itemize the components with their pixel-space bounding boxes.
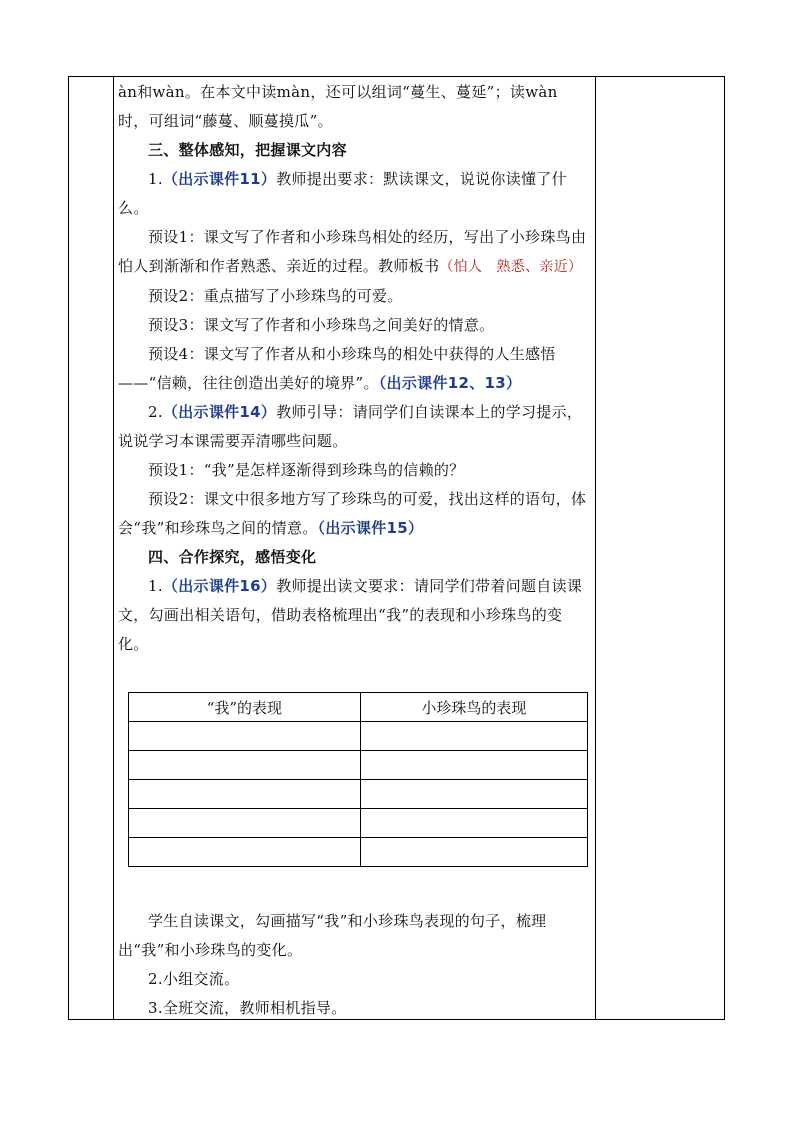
table-row <box>129 751 588 780</box>
paragraph: 1.（出示课件16）教师提出读文要求：请同学们带着问题自读课文，勾画出相关语句，借助表格梳理出“我”的表现和小珍珠鸟的变化。 <box>118 577 583 653</box>
table-row <box>129 780 588 809</box>
after-table-content <box>118 907 592 1023</box>
paragraph: 预设3：课文写了作者和小珍珠鸟之间美好的情意。 <box>148 316 495 334</box>
board-note: （怕人 熟悉、亲近） <box>439 259 583 275</box>
section-heading: 四、合作探究，感悟变化 <box>148 548 317 566</box>
paragraph: 预设2：课文中很多地方写了珍珠鸟的可爱，找出这样的语句，体会“我”和珍珠鸟之间的情意。（出示课件15） <box>118 490 587 537</box>
table-cell <box>360 722 587 751</box>
section-heading: 三、整体感知，把握课文内容 <box>148 141 347 159</box>
table-cell <box>129 722 361 751</box>
table-header-bird: 小珍珠鸟的表现 <box>360 693 587 722</box>
table-cell <box>129 751 361 780</box>
table-cell <box>360 780 587 809</box>
paragraph: 预设1：课文写了作者和小珍珠鸟相处的经历，写出了小珍珠鸟由怕人到渐渐和作者熟悉、亲近的过程。教师板书（怕人 熟悉、亲近） <box>118 228 587 275</box>
courseware-tag: （出示课件14） <box>162 403 277 421</box>
table-cell <box>129 838 361 867</box>
right-column-divider <box>595 77 596 1019</box>
table-row <box>129 722 588 751</box>
courseware-tag: （出示课件11） <box>162 170 277 188</box>
table-cell <box>360 751 587 780</box>
paragraph: 2.小组交流。 <box>148 970 240 988</box>
comparison-table <box>128 692 588 867</box>
table-cell <box>129 809 361 838</box>
paragraph: 时，可组词“藤蔓、顺蔓摸瓜”。 <box>118 112 333 130</box>
paragraph: 1.（出示课件11）教师提出要求：默读课文，说说你读懂了什么。 <box>118 170 567 217</box>
table-row <box>129 809 588 838</box>
table-row <box>129 838 588 867</box>
paragraph: 2.（出示课件14）教师引导：请同学们自读课本上的学习提示，说说学习本课需要弄清哪些问题。 <box>118 403 583 450</box>
table-header-me: “我”的表现 <box>129 693 361 722</box>
courseware-tag: （出示课件12、13） <box>378 374 522 392</box>
paragraph: 预设1：“我”是怎样逐渐得到珍珠鸟的信赖的？ <box>148 461 465 479</box>
left-column-divider <box>113 77 114 1019</box>
paragraph: 学生自读课文，勾画描写“我”和小珍珠鸟表现的句子，梳理出“我”和小珍珠鸟的变化。 <box>118 912 547 959</box>
lesson-content <box>118 78 592 659</box>
courseware-tag: （出示课件16） <box>162 577 277 595</box>
paragraph: 3.全班交流，教师相机指导。 <box>148 999 347 1017</box>
table-header-row <box>129 693 588 722</box>
table-cell <box>129 780 361 809</box>
paragraph: 预设2：重点描写了小珍珠鸟的可爱。 <box>148 287 403 305</box>
courseware-tag: （出示课件15） <box>317 519 424 537</box>
table-cell <box>360 809 587 838</box>
paragraph: 预设4：课文写了作者从和小珍珠鸟的相处中获得的人生感悟——“信赖，往往创造出美好的境界”。（出示课件12、13） <box>118 345 556 392</box>
paragraph: àn和wàn。在本文中读màn，还可以组词“蔓生、蔓延”；读wàn <box>118 83 558 101</box>
table-cell <box>360 838 587 867</box>
